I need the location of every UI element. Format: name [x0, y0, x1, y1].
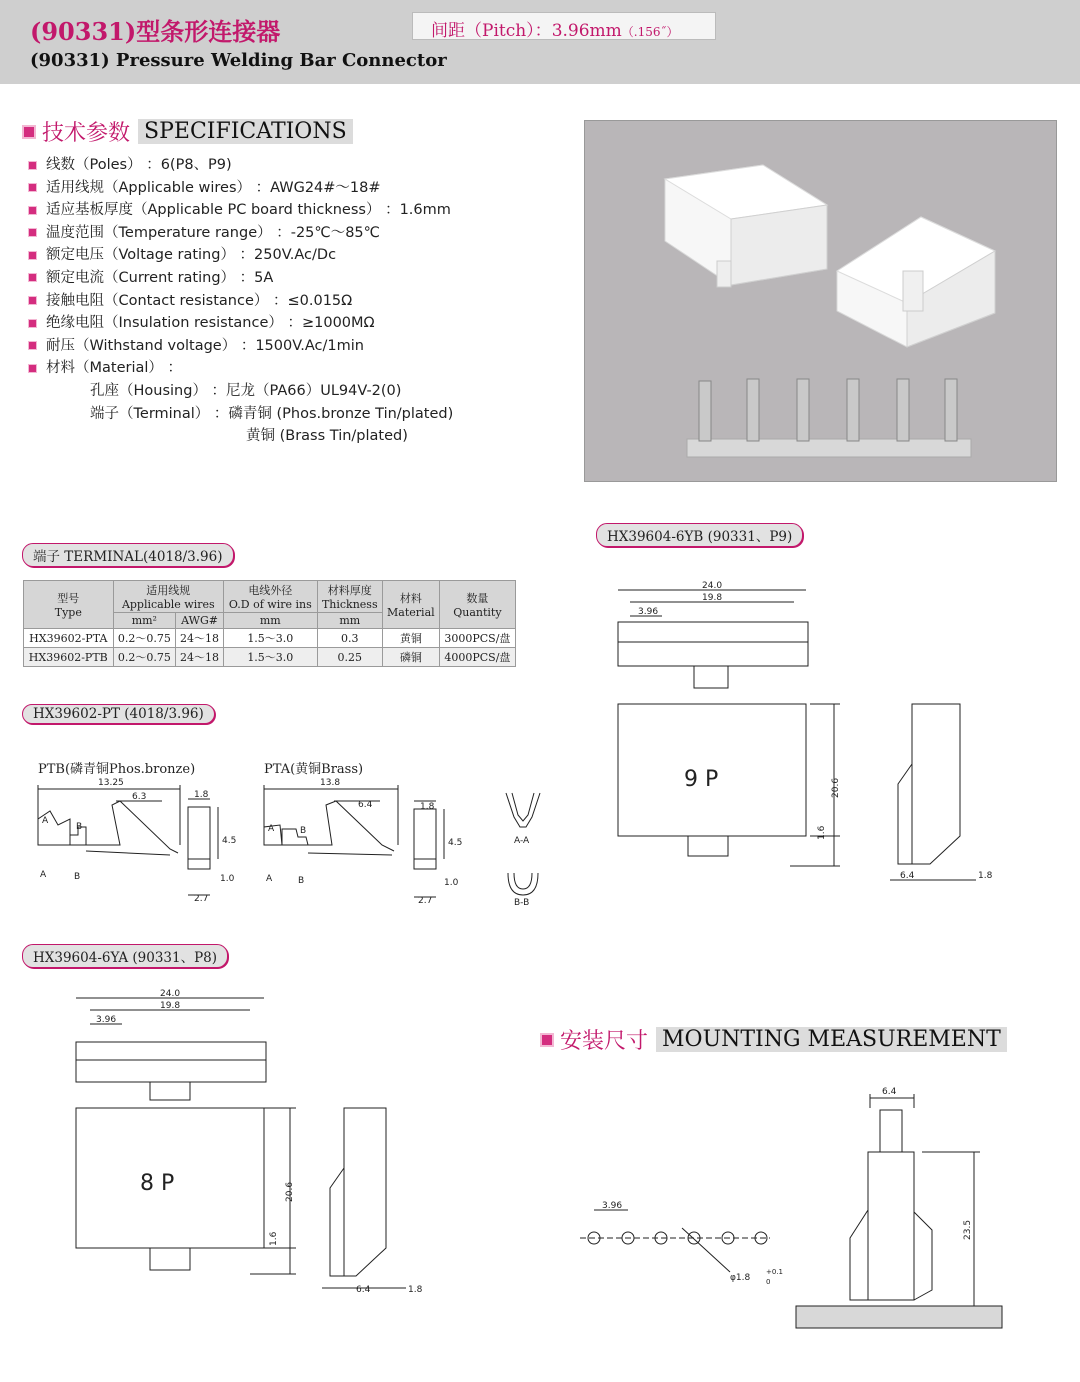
spec-item: 适应基板厚度（Applicable PC board thickness） ：1.6mm	[28, 199, 453, 222]
page-title-en: (90331) Pressure Welding Bar Connector	[30, 50, 447, 71]
spec-item: 接触电阻（Contact resistance） ：≤0.015Ω	[28, 290, 453, 313]
ptb-d27: 2.7	[194, 894, 209, 904]
specs-heading-cn: 技术参数	[42, 121, 131, 146]
pt-label: HX39602-PT (4018/3.96)	[22, 704, 215, 724]
spec-item: 线数（Poles） ：6(P8、P9)	[28, 154, 453, 177]
spec-item: 额定电压（Voltage rating） ：250V.Ac/Dc	[28, 244, 453, 267]
bullet-icon	[28, 206, 37, 215]
col-mm2: mm²	[113, 613, 176, 629]
col-od: 电线外径 O.D of wire ins	[224, 581, 318, 613]
square-bullet-icon	[540, 1033, 554, 1047]
spec-item: 适用线规（Applicable wires） ：AWG24#～18#	[28, 177, 453, 200]
ya-drawing	[60, 984, 440, 1300]
yb-h16: 1.6	[817, 825, 827, 840]
mounting-drawing	[570, 1080, 1030, 1350]
ya-h206: 20.6	[285, 1181, 295, 1202]
table-row: HX39602-PTB 0.2～0.75 24～18 1.5～3.0 0.25 磷铜 4000PCS/盘	[24, 648, 516, 667]
ptb-length: 13.25	[98, 778, 124, 788]
pta-b-bottom: B	[298, 876, 305, 886]
bullet-icon	[28, 319, 37, 328]
specs-list	[28, 154, 453, 448]
col-od-mm: mm	[224, 613, 318, 629]
yb-h206: 20.6	[831, 777, 841, 798]
pta-a-top: A	[268, 824, 275, 834]
bullet-icon	[28, 296, 37, 305]
pta-mid: 6.4	[358, 800, 373, 810]
pt-terminal-drawing	[20, 775, 560, 915]
mount-h235: 23.5	[963, 1219, 973, 1240]
ptb-d10: 1.0	[220, 874, 235, 884]
ya-h16: 1.6	[269, 1231, 279, 1246]
page-title-cn: (90331)型条形连接器	[30, 17, 281, 46]
spec-item: 耐压（Withstand voltage） ：1500V.Ac/1min	[28, 335, 453, 358]
terminal-strip-image	[687, 379, 971, 457]
housing-p8-image	[837, 217, 995, 347]
ya-mark: 8 P	[140, 1171, 175, 1196]
square-bullet-icon	[22, 125, 36, 139]
pta-a-bottom: A	[266, 874, 273, 884]
bullet-icon	[28, 364, 37, 373]
pta-length: 13.8	[320, 778, 341, 788]
yb-drawing	[600, 574, 1020, 894]
ptb-a-bottom: A	[40, 870, 47, 880]
yb-d240: 24.0	[702, 581, 723, 591]
yb-label: HX39604-6YB (90331、P9)	[596, 523, 803, 547]
yb-w64: 6.4	[900, 871, 915, 881]
ptb-h45: 4.5	[222, 836, 237, 846]
spec-item: 额定电流（Current rating） ：5A	[28, 267, 453, 290]
pta-title: PTA(黄铜Brass)	[264, 762, 364, 777]
pta-b-top: B	[300, 826, 307, 836]
section-bb: B-B	[514, 898, 530, 908]
yb-w18: 1.8	[978, 871, 993, 881]
spec-item: 材料（Material） ：	[28, 357, 453, 380]
housing-p9-image	[665, 165, 827, 287]
ptb-a-top: A	[42, 816, 49, 826]
yb-mark: 9 P	[684, 767, 719, 792]
ptb-mid: 6.3	[132, 792, 147, 802]
pta-h45: 4.5	[448, 838, 463, 848]
mount-w64: 6.4	[882, 1087, 897, 1097]
bullet-icon	[28, 273, 37, 282]
mount-pitch: 3.96	[602, 1201, 623, 1211]
ya-d396: 3.96	[96, 1015, 117, 1025]
material-housing: 孔座（Housing） ：尼龙（PA66）UL94V-2(0)	[90, 382, 402, 399]
col-type: 型号 Type	[24, 581, 114, 629]
ya-w64: 6.4	[356, 1285, 371, 1295]
table-row: HX39602-PTA 0.2～0.75 24～18 1.5～3.0 0.3 黄铜 3000PCS/盘	[24, 629, 516, 648]
ya-w18: 1.8	[408, 1285, 423, 1295]
terminal-table	[23, 580, 516, 667]
ya-d240: 24.0	[160, 989, 181, 999]
pitch-box	[412, 12, 716, 40]
mount-tol0: 0	[766, 1278, 771, 1286]
col-material: 材料 Material	[382, 581, 439, 629]
pta-w18: 1.8	[420, 802, 435, 812]
specs-heading	[22, 116, 353, 147]
pta-d10: 1.0	[444, 878, 459, 888]
bullet-icon	[28, 228, 37, 237]
material-brass: 黄铜 (Brass Tin/plated)	[246, 428, 408, 445]
ptb-title: PTB(磷青铜Phos.bronze)	[38, 762, 196, 777]
col-wires: 适用线规 Applicable wires	[113, 581, 223, 613]
ya-d198: 19.8	[160, 1001, 181, 1011]
bullet-icon	[28, 341, 37, 350]
spec-item: 绝缘电阻（Insulation resistance） ：≥1000MΩ	[28, 312, 453, 335]
terminal-label: 端子 TERMINAL(4018/3.96)	[22, 543, 234, 567]
ptb-w18: 1.8	[194, 790, 209, 800]
material-terminal: 端子（Terminal） ：磷青铜 (Phos.bronze Tin/plated)	[90, 405, 454, 422]
spec-item: 温度范围（Temperature range） ：-25℃～85℃	[28, 222, 453, 245]
pitch-value: 3.96mm	[551, 21, 622, 41]
mounting-heading-en: MOUNTING MEASUREMENT	[656, 1027, 1007, 1052]
pta-d27: 2.7	[418, 896, 433, 906]
bullet-icon	[28, 183, 37, 192]
mounting-heading-cn: 安装尺寸	[560, 1029, 649, 1054]
pitch-label: 间距（Pitch）：	[431, 21, 552, 41]
yb-d396: 3.96	[638, 607, 659, 617]
col-quantity: 数量 Quantity	[439, 581, 515, 629]
mounting-heading	[540, 1024, 1007, 1055]
mount-tol: +0.1	[766, 1268, 783, 1276]
ptb-b-bottom: B	[74, 872, 81, 882]
pitch-inch: （.156˝）	[621, 25, 679, 39]
col-thickness: 材料厚度 Thickness	[317, 581, 382, 613]
col-thick-mm: mm	[317, 613, 382, 629]
specs-heading-en: SPECIFICATIONS	[138, 119, 353, 144]
yb-d198: 19.8	[702, 593, 723, 603]
mount-hole: φ1.8	[730, 1273, 751, 1283]
ptb-b-top: B	[76, 822, 83, 832]
col-awg: AWG#	[176, 613, 224, 629]
bullet-icon	[28, 251, 37, 260]
product-photo	[584, 120, 1057, 482]
section-aa: A-A	[514, 836, 530, 846]
bullet-icon	[28, 161, 37, 170]
connector-photo-illustration	[585, 121, 1058, 483]
ya-label: HX39604-6YA (90331、P8)	[22, 944, 228, 968]
